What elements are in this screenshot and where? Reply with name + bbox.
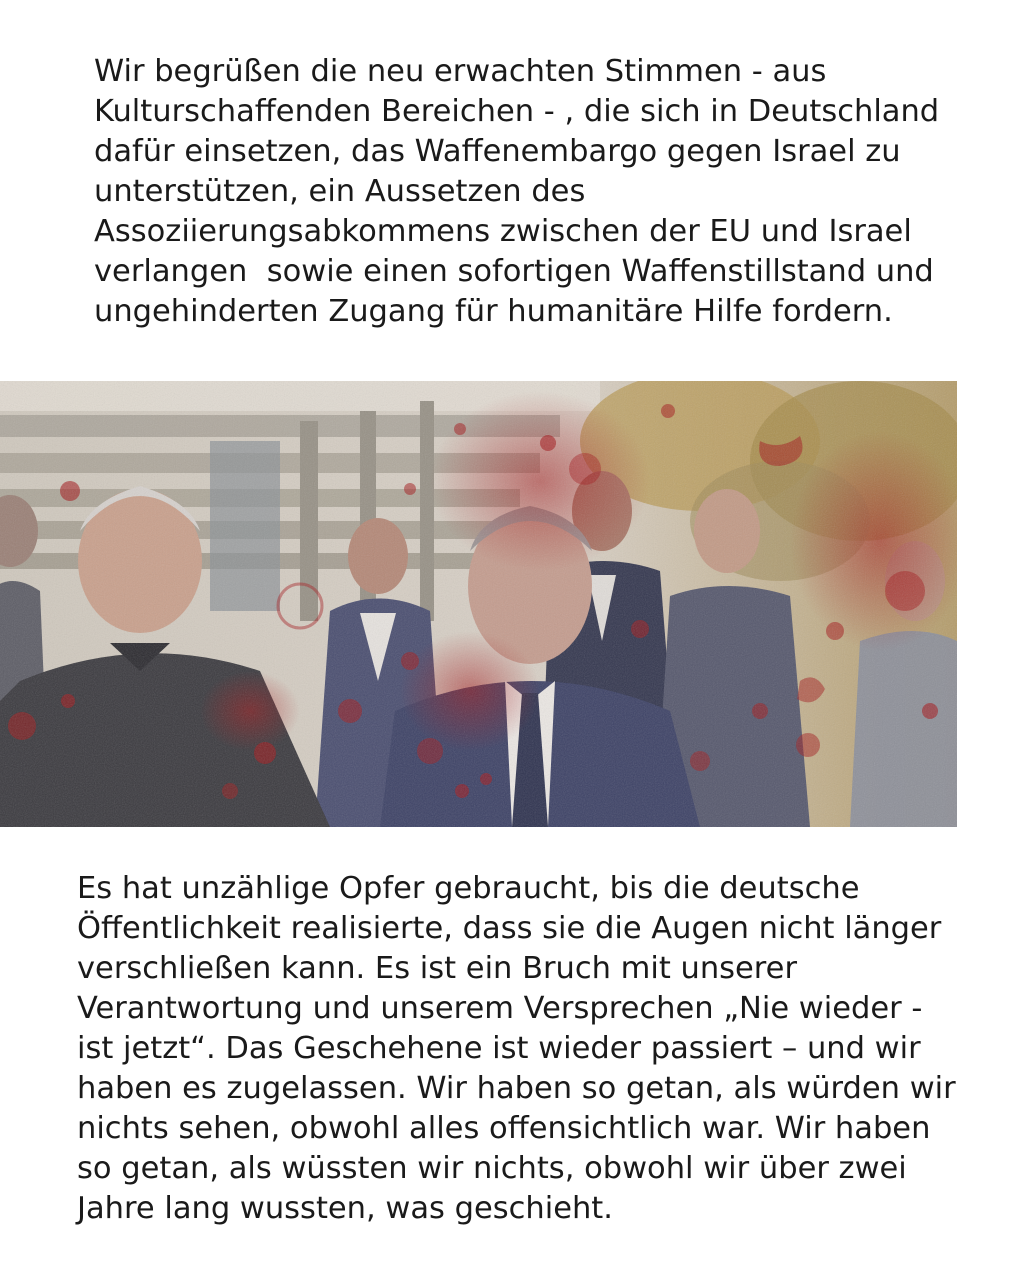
body-line: verschließen kann. Es ist ein Bruch mit unserer (77, 951, 797, 986)
news-photo (0, 381, 957, 827)
body-line: Verantwortung und unserem Versprechen „Nie wieder - (77, 991, 923, 1026)
intro-line: unterstützen, ein Aussetzen des (94, 174, 586, 209)
intro-line: verlangen sowie einen sofortigen Waffenstillstand und (94, 254, 934, 289)
photo-grain (0, 381, 957, 827)
intro-line: Kulturschaffenden Bereichen - , die sich in Deutschland (94, 94, 940, 129)
body-line: Jahre lang wussten, was geschieht. (77, 1191, 613, 1226)
body-line: ist jetzt“. Das Geschehene ist wieder passiert – und wir (77, 1031, 921, 1066)
body-line: nichts sehen, obwohl alles offensichtlich war. Wir haben (77, 1111, 931, 1146)
photo-illustration (0, 381, 957, 827)
intro-line: ungehinderten Zugang für humanitäre Hilfe fordern. (94, 294, 893, 329)
body-line: so getan, als wüssten wir nichts, obwohl wir über zwei (77, 1151, 907, 1186)
intro-line: dafür einsetzen, das Waffenembargo gegen Israel zu (94, 134, 901, 169)
intro-paragraph (94, 52, 939, 332)
body-line: haben es zugelassen. Wir haben so getan, als würden wir (77, 1071, 956, 1106)
intro-line: Assoziierungsabkommens zwischen der EU und Israel (94, 214, 912, 249)
body-line: Öffentlichkeit realisierte, dass sie die Augen nicht länger (77, 911, 942, 946)
body-paragraph (77, 869, 956, 1229)
body-line: Es hat unzählige Opfer gebraucht, bis die deutsche (77, 871, 860, 906)
intro-line: Wir begrüßen die neu erwachten Stimmen - aus (94, 54, 827, 89)
